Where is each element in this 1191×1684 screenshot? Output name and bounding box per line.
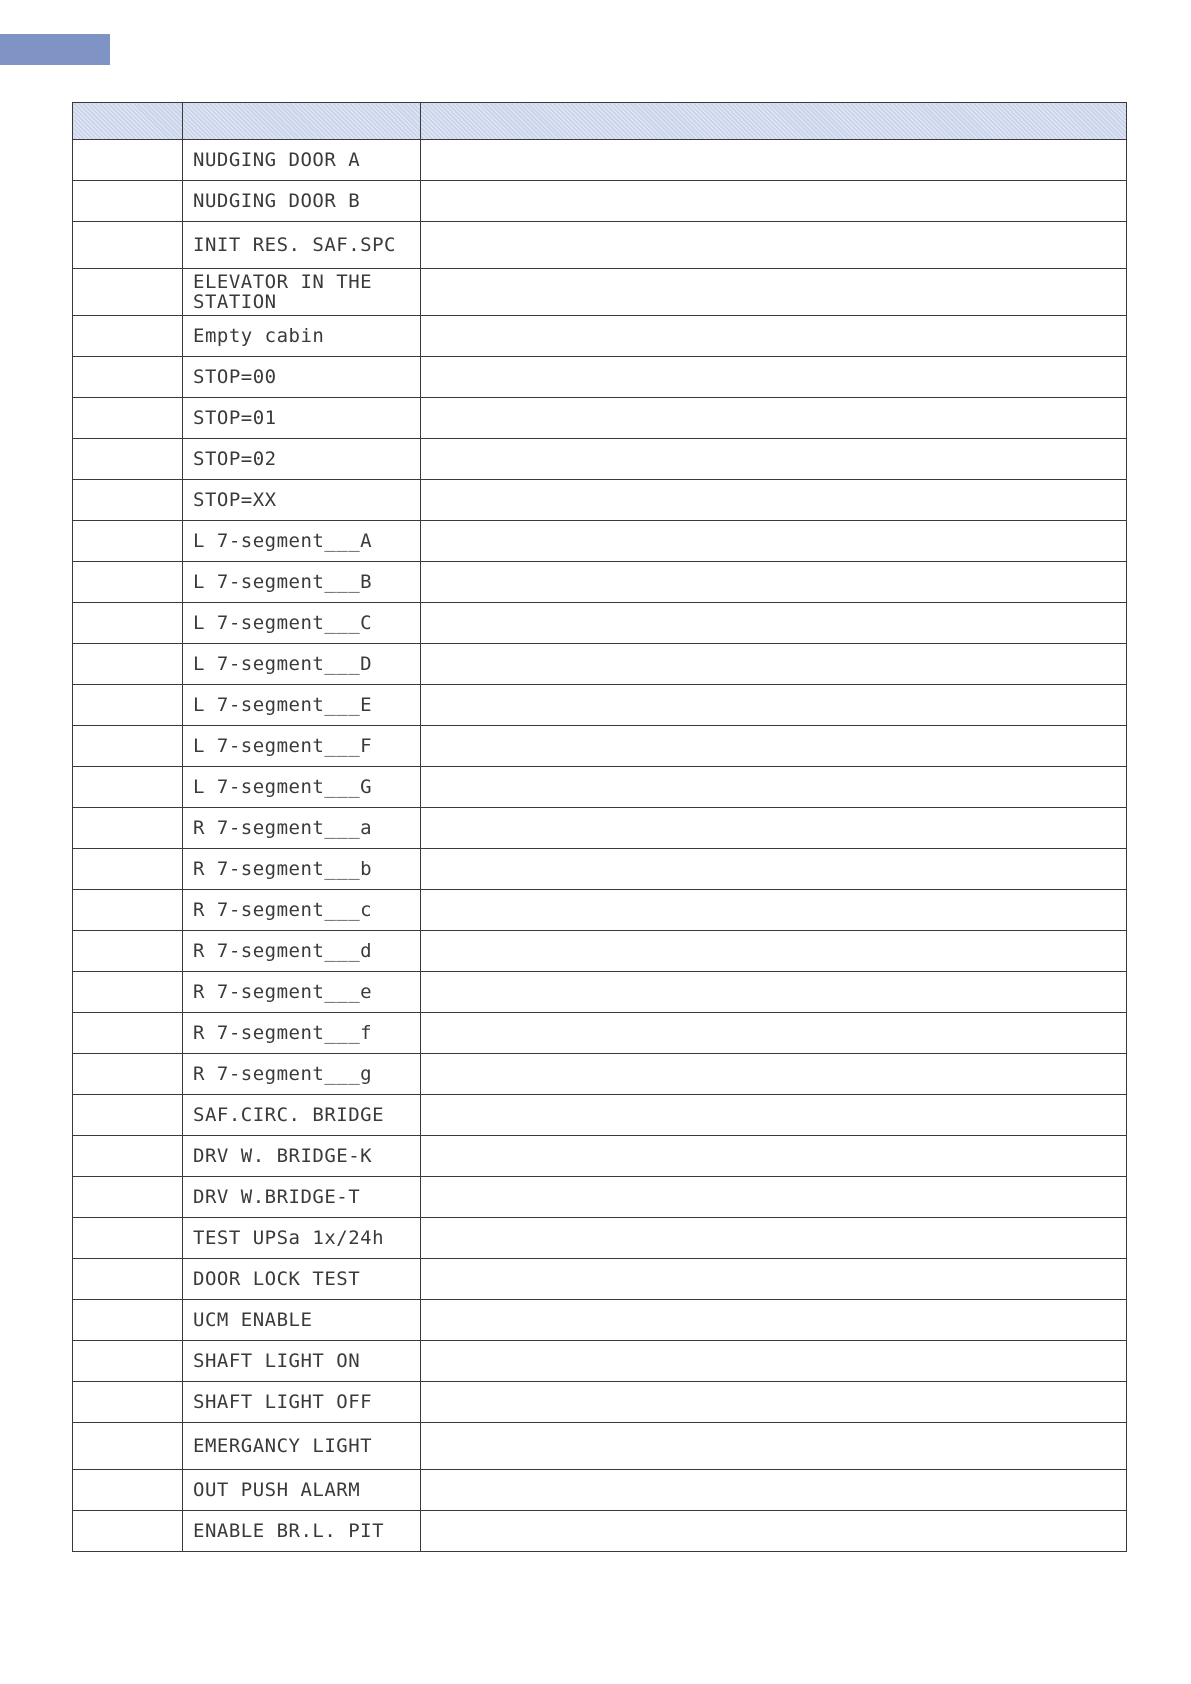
code-cell [73,808,183,849]
table-row [73,1382,1127,1423]
description-cell [421,1177,1127,1218]
description-cell [421,685,1127,726]
table-row [73,685,1127,726]
code-cell [73,1511,183,1552]
table-row [73,521,1127,562]
code-cell [73,849,183,890]
code-cell [73,1470,183,1511]
code-cell [73,521,183,562]
code-cell [73,931,183,972]
code-cell [73,357,183,398]
table-row [73,562,1127,603]
signal-name-cell: Empty cabin [183,316,421,357]
table-row [73,439,1127,480]
signal-name-cell: R 7-segment___b [183,849,421,890]
description-cell [421,1095,1127,1136]
header-cell-name [183,103,421,140]
signal-name-cell: L 7-segment___F [183,726,421,767]
code-cell [73,1382,183,1423]
description-cell [421,269,1127,316]
code-cell [73,1423,183,1470]
description-cell [421,316,1127,357]
description-cell [421,972,1127,1013]
description-cell [421,1259,1127,1300]
code-cell [73,562,183,603]
signal-name-cell: SAF.CIRC. BRIDGE [183,1095,421,1136]
code-cell [73,480,183,521]
table-row [73,480,1127,521]
header-cell-code [73,103,183,140]
table-row [73,222,1127,269]
signal-name-cell: L 7-segment___B [183,562,421,603]
table-row [73,1423,1127,1470]
signal-name-cell: INIT RES. SAF.SPC [183,222,421,269]
code-cell [73,222,183,269]
code-cell [73,1341,183,1382]
code-cell [73,439,183,480]
signal-name-cell: SHAFT LIGHT ON [183,1341,421,1382]
table-row [73,890,1127,931]
signal-name-cell: STOP=01 [183,398,421,439]
signal-name-cell: R 7-segment___g [183,1054,421,1095]
signal-name-cell: ENABLE BR.L. PIT [183,1511,421,1552]
table-row [73,603,1127,644]
signal-name-cell: OUT PUSH ALARM [183,1470,421,1511]
description-cell [421,767,1127,808]
code-cell [73,269,183,316]
description-cell [421,1341,1127,1382]
description-cell [421,1382,1127,1423]
code-cell [73,1054,183,1095]
description-cell [421,1470,1127,1511]
code-cell [73,1136,183,1177]
table-row [73,1341,1127,1382]
signal-name-cell: ELEVATOR IN THE STATION [183,269,421,316]
table-row [73,1259,1127,1300]
signal-name-cell: DRV W.BRIDGE-T [183,1177,421,1218]
code-cell [73,1300,183,1341]
code-cell [73,316,183,357]
description-cell [421,890,1127,931]
description-cell [421,1054,1127,1095]
description-cell [421,480,1127,521]
signal-name-cell: R 7-segment___d [183,931,421,972]
table-row [73,316,1127,357]
table-row [73,931,1127,972]
signal-name-cell: STOP=XX [183,480,421,521]
code-cell [73,1095,183,1136]
table-row [73,1511,1127,1552]
signal-name-cell: L 7-segment___D [183,644,421,685]
description-cell [421,357,1127,398]
signal-name-cell: L 7-segment___E [183,685,421,726]
description-cell [421,1423,1127,1470]
table-header-row [73,103,1127,140]
table-row [73,1054,1127,1095]
description-cell [421,1511,1127,1552]
code-cell [73,1259,183,1300]
code-cell [73,1177,183,1218]
signal-name-cell: EMERGANCY LIGHT [183,1423,421,1470]
signal-name-cell: L 7-segment___C [183,603,421,644]
signal-name-cell: SHAFT LIGHT OFF [183,1382,421,1423]
table-row [73,767,1127,808]
table-row [73,181,1127,222]
description-cell [421,1013,1127,1054]
code-cell [73,1013,183,1054]
table-row [73,644,1127,685]
signal-name-cell: R 7-segment___f [183,1013,421,1054]
code-cell [73,890,183,931]
description-cell [421,222,1127,269]
signal-table [72,102,1127,1552]
table-row [73,269,1127,316]
table-row [73,1470,1127,1511]
description-cell [421,849,1127,890]
description-cell [421,726,1127,767]
description-cell [421,439,1127,480]
signal-name-cell: R 7-segment___a [183,808,421,849]
signal-name-cell: NUDGING DOOR A [183,140,421,181]
description-cell [421,931,1127,972]
description-cell [421,140,1127,181]
signal-name-cell: DOOR LOCK TEST [183,1259,421,1300]
description-cell [421,808,1127,849]
description-cell [421,398,1127,439]
header-cell-description [421,103,1127,140]
code-cell [73,1218,183,1259]
code-cell [73,972,183,1013]
table-body [73,140,1127,1552]
table-row [73,1300,1127,1341]
code-cell [73,181,183,222]
table-row [73,398,1127,439]
code-cell [73,603,183,644]
page-corner-tab [0,34,110,65]
description-cell [421,1218,1127,1259]
signal-name-cell: R 7-segment___e [183,972,421,1013]
table-row [73,849,1127,890]
signal-name-cell: DRV W. BRIDGE-K [183,1136,421,1177]
table-row [73,1095,1127,1136]
description-cell [421,603,1127,644]
description-cell [421,181,1127,222]
table-row [73,140,1127,181]
signal-name-cell: L 7-segment___G [183,767,421,808]
table-row [73,972,1127,1013]
code-cell [73,685,183,726]
signal-name-cell: R 7-segment___c [183,890,421,931]
code-cell [73,140,183,181]
table-row [73,357,1127,398]
signal-name-cell: STOP=02 [183,439,421,480]
table-row [73,726,1127,767]
signal-name-cell: TEST UPSa 1x/24h [183,1218,421,1259]
table-row [73,1177,1127,1218]
table-row [73,808,1127,849]
code-cell [73,644,183,685]
description-cell [421,1136,1127,1177]
table-row [73,1218,1127,1259]
description-cell [421,562,1127,603]
signal-name-cell: UCM ENABLE [183,1300,421,1341]
signal-name-cell: NUDGING DOOR B [183,181,421,222]
code-cell [73,726,183,767]
description-cell [421,644,1127,685]
table-row [73,1013,1127,1054]
signal-name-cell: L 7-segment___A [183,521,421,562]
table-row [73,1136,1127,1177]
code-cell [73,398,183,439]
description-cell [421,521,1127,562]
description-cell [421,1300,1127,1341]
code-cell [73,767,183,808]
signal-name-cell: STOP=00 [183,357,421,398]
